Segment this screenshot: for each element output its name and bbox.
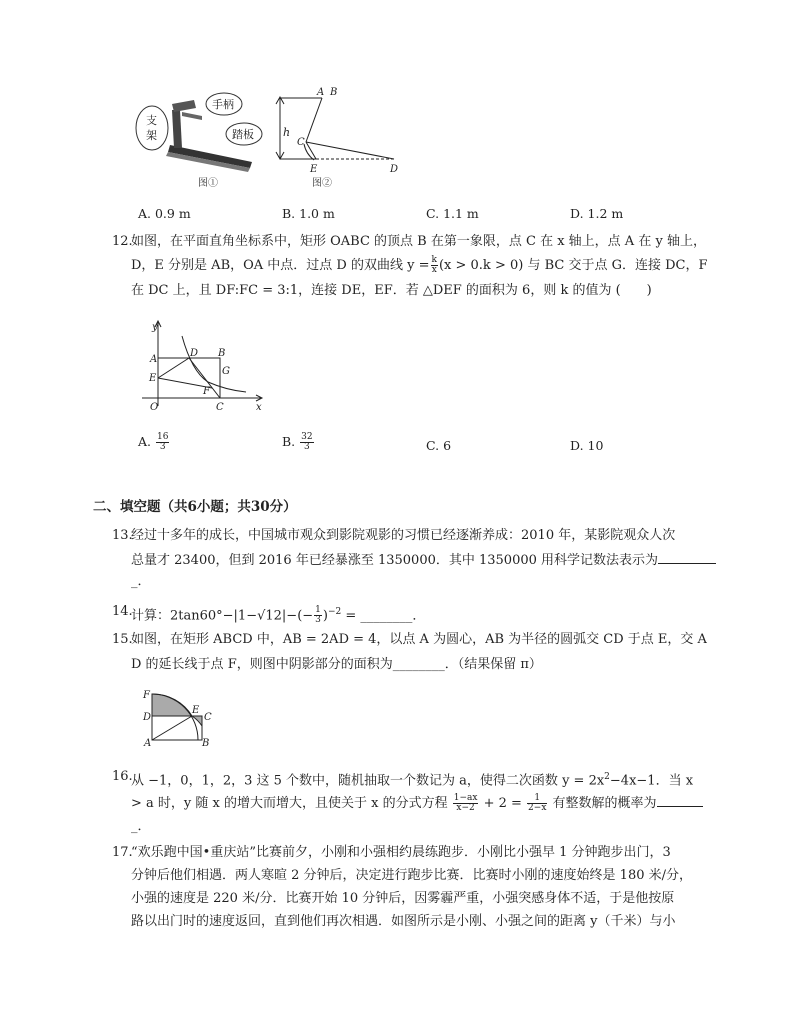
- callout-taban: 踏板: [232, 128, 254, 141]
- q17-line-3: 小强的速度是 220 米/分．比赛开始 10 分钟后，因雾霾严重，小强突感身体不适，于是他按原: [131, 891, 675, 906]
- q16-frac2-den: 2−x: [528, 803, 547, 813]
- q16-line-2c: 有整数解的概率为: [552, 796, 657, 811]
- label-C: C: [216, 402, 224, 413]
- label-C: C: [204, 712, 212, 723]
- label-D: D: [390, 164, 399, 175]
- q16-number: 16.: [112, 769, 133, 784]
- q14-number: 14.: [112, 604, 133, 619]
- q15-line-1: 如图，在矩形 ABCD 中，AB = 2AD = 4，以点 A 为圆心，AB 为半径的圆弧交 CD 于点 E，交 A: [131, 632, 707, 647]
- q11-option-d[interactable]: D. 1.2 m: [570, 206, 624, 221]
- q12-option-b-prefix: B.: [282, 434, 296, 449]
- q12-option-b-num: 32: [301, 432, 313, 442]
- q16-line-1b: −4x−1．当 x: [609, 773, 694, 789]
- q12-line-2: [131, 256, 708, 276]
- q17-line-1: “欢乐跑中国•重庆站”比赛前夕，小刚和小强相约晨练跑步．小刚比小强早 1 分钟跑步出门，3: [131, 845, 671, 860]
- label-E: E: [149, 373, 157, 384]
- q16-sup: 2: [604, 772, 610, 782]
- q16-line-2b: + 2 =: [483, 796, 522, 811]
- q12-option-a-prefix: A.: [138, 434, 152, 449]
- q12-line-1: 如图，在平面直角坐标系中，矩形 OABC 的顶点 B 在第一象限，点 C 在 x 轴上，点 A 在 y 轴上，: [131, 234, 706, 249]
- q14-exponent: −2: [327, 607, 342, 617]
- callout-zhijia-1: 支: [146, 114, 157, 127]
- q14-line: [131, 602, 425, 626]
- label-F: F: [143, 690, 150, 701]
- q12-frac-num: k: [431, 255, 437, 265]
- q14-text-c[interactable]: = ________．: [341, 608, 426, 624]
- q15-line-2[interactable]: D 的延长线于点 F，则图中阴影部分的面积为________．（结果保留 π）: [131, 657, 542, 672]
- q13-line-1: 经过十多年的成长，中国城市观众到影院观影的习惯已经逐渐养成：2010 年，某影院观众人次: [131, 528, 676, 543]
- q12-figure: [138, 318, 268, 414]
- q14-fraction: [314, 606, 322, 625]
- q14-text-b: ): [322, 608, 328, 624]
- label-E: E: [310, 164, 318, 175]
- q14-text-a: 计算：2tan60°−|1−√12|−(−: [131, 608, 314, 624]
- q16-line-2a: > a 时，y 随 x 的增大而增大，且使关于 x 的分式方程: [131, 796, 448, 811]
- callout-zhijia-2: 架: [146, 129, 157, 142]
- label-B: B: [218, 348, 226, 359]
- segment-CE: [306, 142, 316, 159]
- q11-option-c[interactable]: C. 1.1 m: [426, 206, 479, 221]
- q12-line-2a: D，E 分别是 AB，OA 中点．过点 D 的双曲线 y =: [131, 258, 430, 273]
- label-C: C: [297, 137, 305, 148]
- label-x: x: [256, 402, 262, 413]
- segment-AE: [152, 716, 192, 740]
- label-F: F: [203, 386, 210, 397]
- q12-option-c[interactable]: C. 6: [426, 438, 452, 453]
- q12-option-d[interactable]: D. 10: [570, 438, 604, 453]
- q16-frac1-den: x−2: [456, 803, 475, 813]
- q15-number: 15.: [112, 632, 133, 647]
- q12-option-b-frac: [300, 433, 313, 452]
- q12-option-a-den: 3: [159, 442, 166, 452]
- q13-answer-blank[interactable]: [658, 550, 716, 564]
- label-G: G: [222, 366, 230, 377]
- q11-option-b[interactable]: B. 1.0 m: [282, 206, 335, 221]
- hyperbola: [182, 336, 246, 392]
- treadmill-console: [172, 100, 196, 112]
- fig1-caption: 图①: [198, 178, 218, 189]
- q11-figure-2: [270, 84, 410, 190]
- q16-line-1: [131, 767, 693, 791]
- q12-line-2b: (x > 0.k > 0) 与 BC 交于点 G．连接 DC，F: [438, 258, 708, 273]
- label-A: A: [144, 738, 152, 748]
- q17-line-4: 路以出门时的速度返回，直到他们再次相遇．如图所示是小刚、小强之间的距离 y（千米）与小: [131, 914, 676, 929]
- fig2-caption: 图②: [312, 178, 332, 189]
- q12-option-b-den: 3: [304, 442, 310, 452]
- q13-line-2: [131, 550, 716, 571]
- q17-line-2: 分钟后他们相遇．两人寒暄 2 分钟后，决定进行跑步比赛．比赛时小刚的速度始终是 180 米/分，: [131, 868, 692, 883]
- q13-number: 13.: [112, 528, 133, 543]
- label-B: B: [330, 87, 338, 98]
- callout-zhijia-bubble: [136, 106, 168, 150]
- q12-option-a-frac: [156, 433, 169, 452]
- q12-option-a-num: 16: [157, 432, 169, 442]
- q11-option-a[interactable]: A. 0.9 m: [138, 206, 191, 221]
- q15-figure: [140, 686, 220, 748]
- q11-figure-1: [132, 90, 282, 190]
- q16-line-1a: 从 −1，0，1，2，3 这 5 个数中，随机抽取一个数记为 a，使得二次函数 y = 2x: [131, 773, 605, 789]
- label-D: D: [143, 712, 152, 723]
- q14-frac-num: 1: [315, 605, 321, 616]
- q12-number: 12.: [112, 234, 133, 249]
- q16-fraction-2: [527, 794, 547, 813]
- callout-shoubing: 手柄: [212, 98, 234, 111]
- rect-ABCD: [152, 716, 202, 740]
- label-O: O: [150, 402, 159, 413]
- segment-AC: [306, 98, 322, 142]
- label-h: h: [283, 126, 291, 139]
- treadmill-upright: [172, 110, 182, 148]
- q14-frac-den: 3: [315, 615, 321, 626]
- q12-fraction: [431, 256, 438, 275]
- segment-CD: [306, 142, 394, 159]
- q16-frac2-num: 1: [527, 794, 547, 804]
- label-E: E: [192, 705, 200, 716]
- treadmill-handle: [182, 112, 202, 120]
- label-y: y: [152, 322, 158, 333]
- q13-line-3: _．: [131, 574, 151, 589]
- q16-frac1-num: 1−ax: [453, 793, 478, 803]
- shaded-region-top: [152, 694, 192, 716]
- label-A: A: [150, 354, 158, 365]
- q16-line-3: _．: [131, 819, 151, 834]
- rect-OABC: [158, 358, 220, 398]
- q12-frac-den: x: [431, 265, 437, 275]
- q17-number: 17.: [112, 845, 133, 860]
- segment-DE: [158, 358, 189, 378]
- q16-answer-blank[interactable]: [657, 793, 703, 807]
- q12-line-3: 在 DC 上，且 DF:FC = 3:1，连接 DE，EF．若 △DEF 的面积为 6，则 k 的值为 ( ): [131, 283, 652, 298]
- section-title-fill-in: 二、填空题（共6小题；共30分）: [93, 499, 297, 515]
- label-B: B: [202, 738, 210, 748]
- label-D: D: [190, 348, 199, 359]
- label-A: A: [317, 87, 325, 98]
- q16-line-2: [131, 793, 703, 814]
- q12-option-b[interactable]: [282, 433, 315, 452]
- q12-option-a[interactable]: [138, 433, 170, 452]
- q13-line-2-text: 总量才 23400，但到 2016 年已经暴涨至 1350000．其中 1350000 用科学记数法表示为: [131, 553, 659, 568]
- q16-fraction-1: [453, 794, 479, 813]
